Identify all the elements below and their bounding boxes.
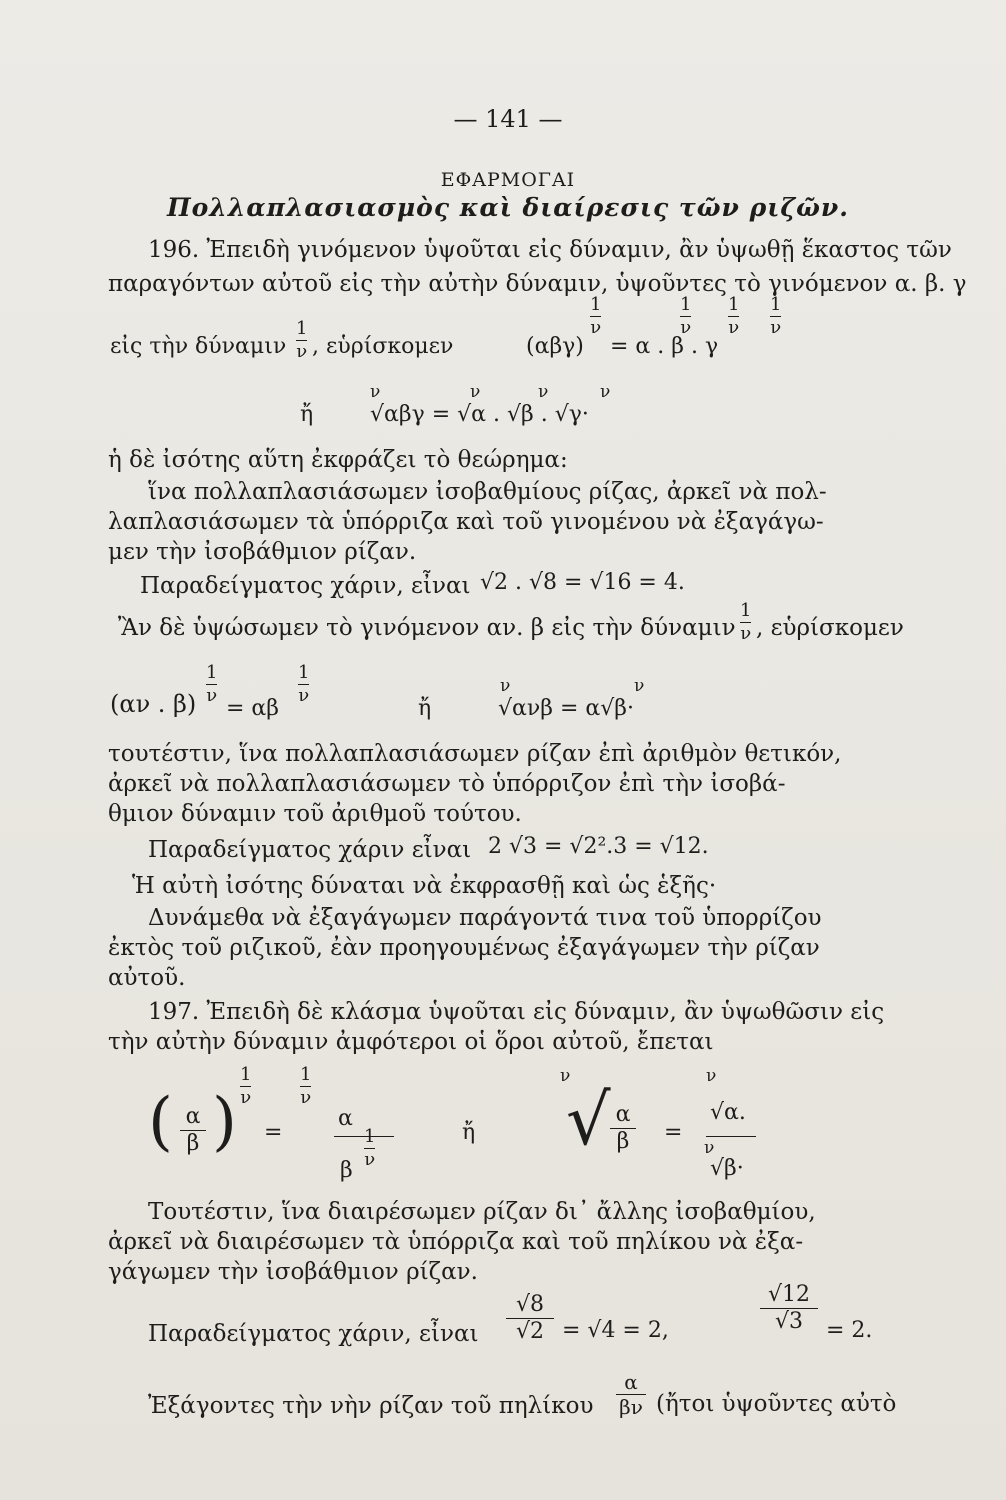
eq3-exp-1 [206, 664, 217, 705]
t3-line-3: γάγωμεν τὴν ἰσοβάθμιον ρίζαν. [108, 1259, 478, 1285]
example-3-mid: = √4 = 2, [562, 1318, 669, 1343]
h-line-3: ἐκτὸς τοῦ ριζικοῦ, ἐὰν προηγουμένως ἐξαγάγωμεν τὴν ρίζαν [108, 935, 820, 961]
frac-numerator: 1 [728, 294, 740, 315]
example-3-end: = 2. [826, 1318, 873, 1343]
paragraph-197-line-1: 197. Ἐπειδὴ δὲ κλάσμα ὑψοῦται εἰς δύναμιν, ἂν ὑψωθῶσιν εἰς [148, 999, 885, 1025]
eq4-den-beta: β [340, 1158, 353, 1183]
frac-denominator: ν [590, 317, 602, 338]
eq4-exp-3 [364, 1128, 375, 1169]
subtitle: Πολλαπλασιασμὸς καὶ διαίρεσις τῶν ριζῶν. [167, 193, 849, 222]
eq1-lead: εἰς τὴν δύναμιν [110, 334, 287, 359]
eq3-index-2: ν [634, 676, 645, 696]
eq1-mid: , εὑρίσκομεν [312, 334, 454, 359]
eq4-alpha-over-beta [180, 1106, 206, 1155]
eq2-body: √αβγ = √α . √β . √γ· [370, 402, 589, 427]
frac-numerator: 1 [740, 600, 752, 621]
frac-numerator: 1 [680, 294, 692, 315]
page-number: — 141 — [453, 105, 563, 133]
frac-denominator: √3 [774, 1309, 803, 1334]
eq1-exp-2 [680, 296, 691, 337]
eq4-or: ἤ [462, 1120, 476, 1145]
frac-denominator: √2 [515, 1319, 544, 1344]
h-line-1: Ἡ αὐτὴ ἰσότης δύναται νὰ ἐκφρασθῇ καὶ ὡς ἑξῆς· [132, 873, 717, 899]
eq1-exp-1 [590, 296, 601, 337]
eq4-num-alpha: α [338, 1106, 353, 1131]
frac-numerator: √12 [767, 1282, 810, 1307]
frac-denominator: ν [364, 1149, 376, 1170]
eq4-root-fraction [610, 1104, 636, 1153]
eq3-rhs: √ανβ = α√β· [498, 696, 634, 721]
t3-line-1: Τουτέστιν, ἵνα διαιρέσωμεν ρίζαν δι᾽ ἄλλης ἰσοβαθμίου, [148, 1199, 816, 1225]
example-2-body: 2 √3 = √2².3 = √12. [488, 834, 709, 859]
section-title: ΕΦΑΡΜΟΓΑΙ [440, 169, 576, 191]
eq1-exponent-fraction [296, 320, 307, 361]
example-1-lead: Παραδείγματος χάριν, εἶναι [140, 573, 471, 599]
ex3-fraction-1 [506, 1294, 554, 1343]
eq4-index-1: ν [560, 1066, 571, 1086]
frac-numerator: 1 [300, 1064, 312, 1085]
eq4-big-root: √ [566, 1079, 611, 1161]
eq4-rad-beta: √β· [710, 1156, 744, 1181]
paragraph-197-line-2: τὴν αὐτὴν δύναμιν ἀμφότεροι οἱ ὅροι αὐτοῦ, ἔπεται [108, 1029, 714, 1055]
ex3-fraction-2 [760, 1284, 818, 1333]
t2-line-1: τουτέστιν, ἵνα πολλαπλασιάσωμεν ρίζαν ἐπὶ ἀριθμὸν θετικόν, [108, 741, 842, 767]
frac-denominator: ν [680, 317, 692, 338]
document-page: — 141 — ΕΦΑΡΜΟΓΑΙ Πολλαπλασιασμὸς καὶ διαίρεσις τῶν ριζῶν. 196. Ἐπειδὴ γινόμενον ὑψοῦται εἰς δύναμιν, ἂν ὑψωθῇ ἕκαστος τῶν παραγόντων αὐτοῦ εἰς τὴν αὐτὴν δύναμιν, ὑψοῦντες τὸ γινόμενον α. β. γ εἰς τὴν δύναμιν 1 ν , εὑρίσκομεν (αβγ) 1 ν = α . β . γ 1 ν 1 ν 1 ν ἤ ν ν ν ν √αβγ = √α . √β . √γ· ἡ δὲ ἰσότης αὕτη ἐκφράζει τὸ θεώρημα: ἵνα πολλαπλασιάσωμεν ἰσοβαθμίους ρίζας, ἀρκεῖ νὰ πολ- λαπλασιάσωμεν τὰ ὑπόρριζα καὶ τοῦ γινομένου νὰ ἐξαγάγω- μεν τὴν ἰσοβάθμιον ρίζαν. Παραδείγματος χάριν, εἶναι √2 . √8 = √16 = 4. Ἂν δὲ ὑψώσωμεν τὸ γινόμενον αν. β εἰς τὴν δύναμιν 1 ν , εὑρίσκομεν (αν . β) 1 ν = αβ 1 ν ἤ ν ν √ανβ = α√β· τουτέστιν, ἵνα πολλαπλασιάσωμεν ρίζαν ἐπὶ ἀριθμὸν θετικόν, ἀρκεῖ νὰ πολλαπλασιάσωμεν τὸ ὑπόρριζον ἐπὶ τὴν ἰσοβά- θμιον δύναμιν τοῦ ἀριθμοῦ τούτου. Παραδείγματος χάριν εἶναι 2 √3 = √2².3 = √12. Ἡ αὐτὴ ἰσότης δύναται νὰ ἐκφρασθῇ καὶ ὡς ἑξῆς· Δυνάμεθα νὰ ἐξαγάγωμεν παράγοντά τινα τοῦ ὑπορρίζου ἐκτὸς τοῦ ριζικοῦ, ἐὰν προηγουμένως ἐξαγάγωμεν τὴν ρίζαν αὐτοῦ. 197. Ἐπειδὴ δὲ κλάσμα ὑψοῦται εἰς δύναμιν, ἂν ὑψωθῶσιν εἰς τὴν αὐτὴν δύναμιν ἀμφότεροι οἱ ὅροι αὐτοῦ, ἔπεται ( α β ) 1 ν = 1 ν α 1 ν β ἤ ν √ α β = ν √α. ν √β· Τουτέστιν, ἵνα διαιρέσωμεν ρίζαν δι᾽ ἄλλης ἰσοβαθμίου, ἀρκεῖ νὰ διαιρέσωμεν τὰ ὑπόρριζα καὶ τοῦ πηλίκου νὰ ἐξα- γάγωμεν τὴν ἰσοβάθμιον ρίζαν. Παραδείγματος χάριν, εἶναι √8 √2 = √4 = 2, √12 √3 = 2. Ἐξάγοντες τὴν νὴν ρίζαν τοῦ πηλίκου α βν (ἤτοι ὑψοῦντες αὐτὸ [0, 0, 1006, 1500]
eq3-mid: = αβ [226, 696, 280, 721]
paragraph-196-line-1: 196. Ἐπειδὴ γινόμενον ὑψοῦται εἰς δύναμιν, ἂν ὑψωθῇ ἕκαστος τῶν [148, 237, 952, 263]
theorem-line-1: ἵνα πολλαπλασιάσωμεν ἰσοβαθμίους ρίζας, ἀρκεῖ νὰ πολ- [148, 479, 827, 505]
eq4-index-3: ν [704, 1138, 715, 1158]
t2-line-2: ἀρκεῖ νὰ πολλαπλασιάσωμεν τὸ ὑπόρριζον ἐπὶ τὴν ἰσοβά- [108, 771, 786, 797]
example-3-lead: Παραδείγματος χάριν, εἶναι [148, 1321, 479, 1347]
last-line-lead: Ἐξάγοντες τὴν νὴν ρίζαν τοῦ πηλίκου [148, 1393, 594, 1419]
theorem-line-2: λαπλασιάσωμεν τὰ ὑπόρριζα καὶ τοῦ γινομένου νὰ ἐξαγάγω- [108, 509, 824, 535]
eq2-index-3: ν [538, 382, 549, 402]
eq1-exp-3 [728, 296, 739, 337]
theorem-line-3: μεν τὴν ἰσοβάθμιον ρίζαν. [108, 539, 417, 565]
frac-numerator: α [615, 1102, 631, 1127]
frac-numerator: 1 [240, 1064, 252, 1085]
frac-denominator: ν [240, 1087, 252, 1108]
eq4-exp-2 [300, 1066, 311, 1107]
eq4-rhs-bar [706, 1136, 756, 1137]
frac-numerator: 1 [364, 1126, 376, 1147]
an-exp-fraction [740, 602, 751, 643]
t2-line-3: θμιον δύναμιν τοῦ ἀριθμοῦ τούτου. [108, 801, 522, 827]
eq3-exp-2 [298, 664, 309, 705]
frac-denominator: ν [740, 623, 752, 644]
eq1-body: (αβγ) [526, 334, 584, 359]
frac-denominator: βν [619, 1395, 643, 1419]
frac-denominator: β [186, 1131, 200, 1156]
h-line-4: αὐτοῦ. [108, 965, 186, 991]
frac-denominator: β [616, 1129, 630, 1154]
frac-denominator: ν [770, 317, 782, 338]
example-1-body: √2 . √8 = √16 = 4. [480, 570, 685, 595]
eq1-rhs: = α . β . γ [610, 334, 719, 359]
frac-numerator: α [185, 1104, 201, 1129]
example-2-lead: Παραδείγματος χάριν εἶναι [148, 837, 472, 863]
eq1-exp-4 [770, 296, 781, 337]
eq2-index-4: ν [600, 382, 611, 402]
last-line-end: (ἤτοι ὑψοῦντες αὐτὸ [656, 1391, 897, 1417]
frac-denominator: ν [296, 341, 308, 362]
eq4-right-paren: ) [212, 1085, 237, 1159]
eq2-or: ἤ [300, 402, 314, 427]
eq4-left-paren: ( [148, 1085, 173, 1159]
frac-denominator: ν [206, 685, 218, 706]
frac-numerator: √8 [515, 1292, 544, 1317]
eq2-index-1: ν [370, 382, 381, 402]
h-line-2: Δυνάμεθα νὰ ἐξαγάγωμεν παράγοντά τινα τοῦ ὑπορρίζου [148, 905, 822, 931]
frac-numerator: 1 [206, 662, 218, 683]
frac-numerator: α [624, 1370, 638, 1394]
frac-numerator: 1 [770, 294, 782, 315]
theorem-intro: ἡ δὲ ἰσότης αὕτη ἐκφράζει τὸ θεώρημα: [108, 447, 568, 473]
an-line-1: Ἂν δὲ ὑψώσωμεν τὸ γινόμενον αν. β εἰς τὴν δύναμιν [118, 615, 736, 641]
last-fraction [616, 1372, 646, 1417]
paragraph-196-line-2: παραγόντων αὐτοῦ εἰς τὴν αὐτὴν δύναμιν, ὑψοῦντες τὸ γινόμενον α. β. γ [108, 271, 967, 297]
an-line-1-end: , εὑρίσκομεν [756, 615, 904, 641]
frac-numerator: 1 [296, 318, 308, 339]
eq4-index-2: ν [706, 1066, 717, 1086]
eq2-index-2: ν [470, 382, 481, 402]
frac-denominator: ν [300, 1087, 312, 1108]
eq4-rad-alpha: √α. [710, 1100, 746, 1125]
eq3-or: ἤ [418, 696, 432, 721]
eq3-index-1: ν [500, 676, 511, 696]
frac-numerator: 1 [590, 294, 602, 315]
eq4-exp-1 [240, 1066, 251, 1107]
eq3-lhs: (αν . β) [110, 690, 197, 718]
frac-numerator: 1 [298, 662, 310, 683]
t3-line-2: ἀρκεῖ νὰ διαιρέσωμεν τὰ ὑπόρριζα καὶ τοῦ πηλίκου νὰ ἐξα- [108, 1229, 804, 1255]
frac-denominator: ν [728, 317, 740, 338]
frac-denominator: ν [298, 685, 310, 706]
